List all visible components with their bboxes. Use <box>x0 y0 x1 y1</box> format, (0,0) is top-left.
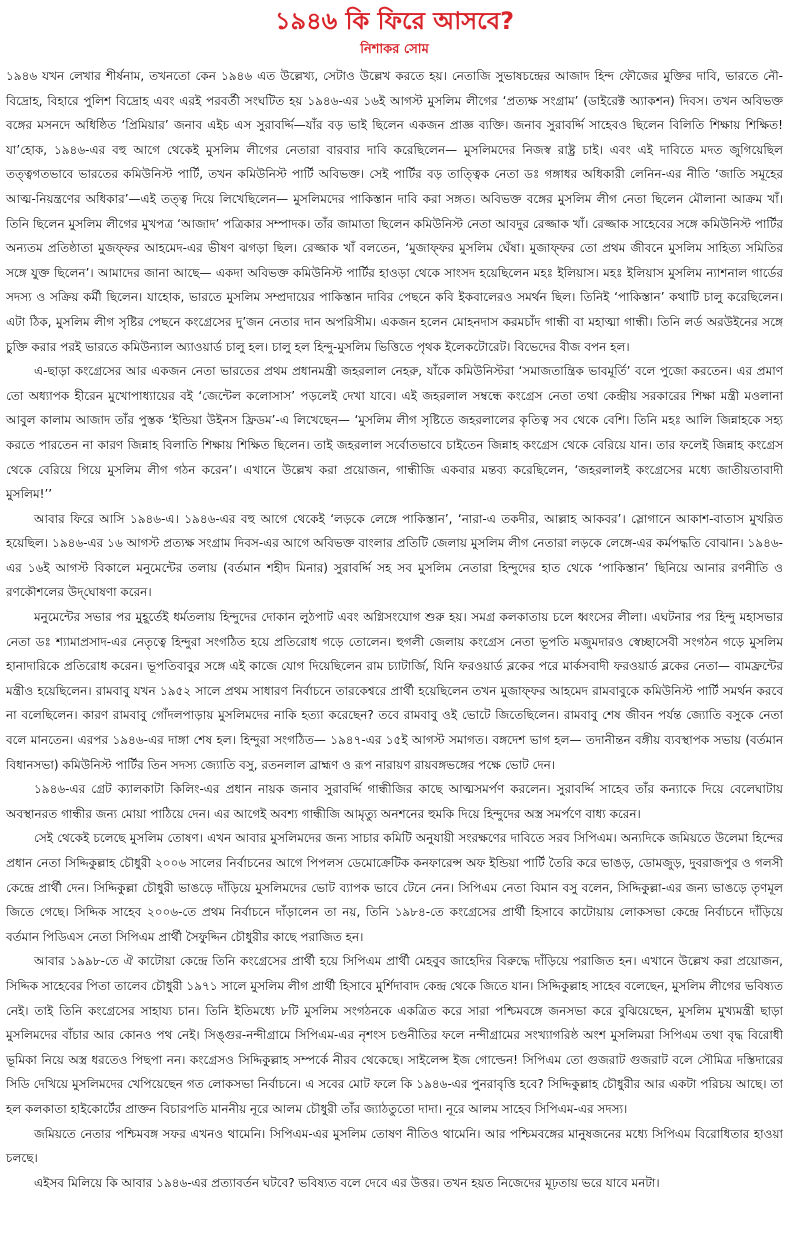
paragraph: মনুমেন্টের সভার পর মুহূর্তেই ধর্মতলায় হিন্দুদের দোকান লুঠপাট এবং অগ্নিসংযোগ শুরু হয়। সমগ্র কলকাতায় চলে ধ্বংসের লীলা। এঘটনার পর হিন্দু মহাসভার নেতা ডঃ শ্যামাপ্রসাদ-এর নেতৃত্বে হিন্দুরা সংগঠিত হয়ে প্রতিরোধ গড়ে তোলেন। হুগলী জেলায় কংগ্রেস নেতা ভূপতি মজুমদারও স্বেচ্ছাসেবী সংগঠন গড়ে মুসলিম হানাদারিকে প্রতিরোধ করেন। ভূপতিবাবুর সঙ্গে এই কাজে যোগ দিয়েছিলেন রাম চ্যাটার্জি, যিনি ফরওয়ার্ড ব্লকের পরে মার্কসবাদী ফরওয়ার্ড ব্লকের নেতা— বামফ্রন্টের মন্ত্রীও হয়েছিলেন। রামবাবু যখন ১৯৫২ সালে প্রথম সাধারণ নির্বাচনে তারকেশ্বরে প্রার্থী হয়েছিলেন তখন মুজাফ্‌ফর আহমেদ রামবাবুকে কমিউনিস্ট পার্টি সমর্থন করবে না বলেছিলেন। কারণ রামবাবু গোঁদলপাড়ায় মুসলিমদের নাকি হত্যা করেছেন? তবে রামবাবু ওই ভোটে জিতেছিলেন। রামবাবু শেষ জীবন পর্যন্ত জ্যোতি বসুকে নেতা বলে মানতেন। এরপর ১৯৪৬-এর দাঙ্গা শেষ হল। হিন্দুরা সংগঠিত— ১৯৪৭-এর ১৫ই আগস্ট সমাগত। বঙ্গদেশ ভাগ হল— তদানীন্তন বঙ্গীয় ব্যবস্থাপক সভায় (বর্তমান বিধানসভা) কমিউনিস্ট পার্টির তিন সদস্য জ্যোতি বসু, রতনলাল ব্রাহ্মণ ও রূপ নারায়ণ রায়বঙ্গভঙ্গের পক্ষে ভোট দেন। <box>6 610 783 772</box>
author-byline: নিশাকর সোম <box>360 42 429 57</box>
paragraph: এইসব মিলিয়ে কি আবার ১৯৪৬-এর প্রত্যাবর্তন ঘটবে? ভবিষ্যত বলে দেবে এর উত্তর। তখন হয়ত নিজেদের মূঢ়তায় ভরে যাবে মনটা। <box>34 1175 660 1190</box>
paragraph: এ-ছাড়া কংগ্রেসের আর একজন নেতা ভারতের প্রথম প্রধানমন্ত্রী জহরলাল নেহরু, যাঁকে কমিউনিস্টরা ‘সমাজতান্ত্রিক ভাবমূর্তি’ বলে পুজো করতেন। এর প্রমাণ তো অধ্যাপক হীরেন মুখোপাধ্যায়ের বই ‘জেন্টেল কলোসাস’ পড়লেই দেখা যাবে। এই জহরলাল সম্বন্ধে কংগ্রেস নেতা তথা কেন্দ্রীয় সরকারের শিক্ষা মন্ত্রী মওলানা আবুল কালাম আজাদ তাঁর পুস্তক ‘ইন্ডিয়া উইনস ফ্রিডম’-এ লিখেছেন— ‘মুসলিম লীগ সৃষ্টিতে জহরলালের কৃতিত্ব সব থেকে বেশি। তিনি মহঃ আলি জিন্নাহকে সহ্য করতে পারতেন না কারণ জিন্নাহ বিলাতি শিক্ষায় শিক্ষিত ছিলেন। তাই জহরলাল সর্বোতভাবে চাইতেন জিন্নাহ কংগ্রেস থেকে বেরিয়ে যান। তার ফলেই জিন্নাহ কংগ্রেস থেকে বেরিয়ে গিয়ে মুসলিম লীগ গঠন করেন’। এখানে উল্লেখ করা প্রয়োজন, গান্ধীজি একবার মন্তব্য করেছিলেন, ‘জহরলালই কংগ্রেসের মধ্যে জাতীয়তাবাদী মুসলিম!’’ <box>6 364 783 502</box>
article-body <box>6 64 783 1195</box>
article-title: ১৯৪৬ কি ফিরে আসবে? <box>274 7 515 35</box>
paragraph: ১৯৪৬-এর গ্রেট ক্যালকাটা কিলিং-এর প্রধান নায়ক জনাব সুরাবর্দ্দি গান্ধীজির কাছে আত্মসমর্পণ করলেন। সুরাবর্দ্দি সাহেব তাঁর কন্যাকে দিয়ে বেলেঘাটায় অবস্থানরত গান্ধীর জন্য মোয়া পাঠিয়ে দেন। এর আগেই অবশ্য গান্ধীজি আমৃত্যু অনশনের হুমকি দিয়ে হিন্দুদের অস্ত্র সমর্পণে বাধ্য করেন। <box>6 782 783 821</box>
paragraph: ১৯৪৬ যখন লেখার শীর্ষনাম, তখনতো কেন ১৯৪৬ এত উল্লেখ্য, সেটাও উল্লেখ করতে হয়। নেতাজি সুভাষচন্দ্রের আজাদ হিন্দ ফৌজের মুক্তির দাবি, ভারতে নৌ-বিদ্রোহ, বিহারে পুলিশ বিদ্রোহ এবং এরই পরবর্তী সংঘটিত হয় ১৯৪৬-এর ১৬ই আগস্ট মুসলিম লীগের ‘প্রত্যক্ষ সংগ্রাম’ (ডাইরেক্ট অ্যাকশন) দিবস। তখন অবিভক্ত বঙ্গের মসনদে অধিষ্ঠিত ‘প্রিমিয়ার’ জনাব এইচ এস সুরাবর্দ্দি—যাঁর বড় ভাই ছিলেন একজন প্রাজ্ঞ ব্যক্তি। জনাব সুরাবর্দ্দি সাহেবও ছিলেন বিলিতি শিক্ষায় শিক্ষিত! যা’হোক, ১৯৪৬-এর বহু আগে থেকেই মুসলিম লীগের নেতারা বারবার দাবি করেছিলেন— মুসলিমদের নিজস্ব রাষ্ট্র চাই। এবং এই দাবিতে মদত জুগিয়েছিল তত্ত্বগতভাবে ভারতের কমিউনিস্ট পার্টি, তখন কমিউনিস্ট পার্টি অবিভক্ত। সেই পার্টির বড় তাত্ত্বিক নেতা ডঃ গঙ্গাধর অধিকারী লেনিন-এর নীতি ‘জাতি সমূহের আত্ম-নিয়ন্ত্রণের অধিকার’—এই তত্ত্ব দিয়ে লিখেছিলেন— মুসলিমদের পাকিস্তান দাবি করা সঙ্গত। অবিভক্ত বঙ্গের মুসলিম লীগ নেতা ছিলেন মৌলানা আক্রম খাঁ। তিনি ছিলেন মুসলিম লীগের মুখপত্র ‘আজাদ’ পত্রিকার সম্পাদক। তাঁর জামাতা ছিলেন কমিউনিস্ট নেতা আবদুর রেজ্জাক খাঁ। রেজ্জাক সাহেবের সঙ্গে কমিউনিস্ট পার্টির অন্যতম প্রতিষ্ঠাতা মুজফ্‌ফর আহমেদ-এর ভীষণ ঝগড়া ছিল। রেজ্জাক খাঁ বলতেন, ‘মুজাফ্‌ফর মুসলিম ঘেঁষা। মুজাফ্‌ফর তো প্রথম জীবনে মুসলিম সাহিত্য সমিতির সঙ্গে যুক্ত ছিলেন’। আমাদের জানা আছে— একদা অবিভক্ত কমিউনিস্ট পার্টির হাওড়া থেকে সাংসদ হয়েছিলেন মহঃ ইলিয়াস। মহঃ ইলিয়াস মুসলিম ন্যাশনাল গার্ডের সদস্য ও সক্রিয় কর্মী ছিলেন। যাহোক, ভারতে মুসলিম সম্প্রদায়ের পাকিস্তান দাবির পেছনে কবি ইকবালেরও সমর্থন ছিল। তিনিই ‘পাকিস্তান’ কথাটি চালু করেছিলেন। এটা ঠিক, মুসলিম লীগ সৃষ্টির পেছনে কংগ্রেসের দু’জন নেতার দান অপরিসীম। একজন হলেন মোহনদাস করমচাঁদ গান্ধী বা মহাত্মা গান্ধী। তিনি লর্ড অরউইনের সঙ্গে চুক্তি করার পরই ভারতে কমিউন্যাল অ্যাওয়ার্ড চালু হল। চালু হল হিন্দু-মুসলিম ভিত্তিতে পৃথক ইলেকটোরেট। বিভেদের বীজ বপন হল। <box>6 69 783 354</box>
paragraph: আবার ১৯৯৮-তে ঐ কাটোয়া কেন্দ্রে তিনি কংগ্রেসের প্রার্থী হয়ে সিপিএম প্রার্থী মেহবুব জাহেদির বিরুদ্ধে দাঁড়িয়ে পরাজিত হন। এখানে উল্লেখ করা প্রয়োজন, সিদ্দিক সাহেবের পিতা তালেব চৌধুরী ১৯৭১ সালে মুসলিম লীগ প্রার্থী হিসাবে মুর্শিদাবাদ কেন্দ্র থেকে জিতে যান। সিদ্দিকুল্লাহ সাহেব বলেছেন, মুসলিম লীগের ভবিষ্যত নেই। তাই তিনি কংগ্রেসের সাহায্য চান। তিনি ইতিমধ্যে ৮টি মুসলিম সংগঠনকে একত্রিত করে সারা পশ্চিমবঙ্গে জনসভা করে বুঝিয়েছেন, মুসলিম মুখ্যমন্ত্রী ছাড়া মুসলিমদের বাঁচার আর কোনও পথ নেই। সিঙ্গুর-নন্দীগ্রামে সিপিএম-এর নৃশংস চণ্ডনীতির ফলে নন্দীগ্রামের সংখ্যাগরিষ্ঠ অংশ মুসলিমরা সিপিএম তথা বৃদ্ধ বিরোধী ভূমিকা নিয়ে অস্ত্র ধরতেও পিছপা নন। কংগ্রেসও সিদ্দিকুল্লাহ সম্পর্কে নীরব থেকেছে। সাইলেন্স ইজ গোল্ডেন! সিপিএম তো গুজরাট গুজরাট বলে সৌমিত্র দস্তিদারের সিডি দেখিয়ে মুসলিমদের খেপিয়েছেন গত লোকসভা নির্বাচনে। এ সবের মোট ফলে কি ১৯৪৬-এর পুনরাবৃত্তি হবে? সিদ্দিকুল্লাহ চৌধুরীর আর একটা পরিচয় আছে। তা হল কলকাতা হাইকোর্টের প্রাক্তন বিচারপতি মাননীয় নূরে আলম চৌধুরী তাঁর জ্যাঠতুতো দাদা। নূরে আলম সাহেব সিপিএম-এর সদস্য। <box>6 954 783 1116</box>
paragraph: জমিয়তে নেতার পশ্চিমবঙ্গ সফর এখনও থামেনি। সিপিএম-এর মুসলিম তোষণ নীতিও থামেনি। আর পশ্চিমবঙ্গের মানুষজনের মধ্যে সিপিএম বিরোধিতার হাওয়া চলছে। <box>6 1126 783 1166</box>
paragraph: আবার ফিরে আসি ১৯৪৬-এ। ১৯৪৬-এর বহু আগে থেকেই ‘লড়কে লেঙ্গে পাকিস্তান’, ‘নারা-এ তকদীর, আল্লাহ আকবর’। স্লোগানে আকাশ-বাতাস মুখরিত হয়েছিল। ১৯৪৬-এর ১৬ আগস্ট প্রত্যক্ষ সংগ্রাম দিবস-এর আগে অবিভক্ত বাংলার প্রতিটি জেলায় মুসলিম লীগ নেতারা লড়কে লেঙ্গে-এর কর্মপদ্ধতি বোঝান। ১৯৪৬-এর ১৬ই আগস্ট বিকালে মনুমেন্টের তলায় (বর্তমান শহীদ মিনার) সুরাবর্দ্দি সহ সব মুসলিম নেতারা হিন্দুদের হাত থেকে ‘পাকিস্তান’ ছিনিয়ে আনার রণনীতি ও রণকৌশলের উদ্‌ঘোষণা করেন। <box>6 511 783 600</box>
paragraph: সেই থেকেই চলেছে মুসলিম তোষণ। এখন আবার মুসলিমদের জন্য সাচার কমিটি অনুযায়ী সংরক্ষণের দাবিতে সরব সিপিএম। অন্যদিকে জমিয়তে উলেমা হিন্দের প্রধান নেতা সিদ্দিকুল্লাহ চৌধুরী ২০০৬ সালের নির্বাচনের আগে পিপলস ডেমোক্রেটিক কনফারেন্স অফ ইন্ডিয়া পার্টি তৈরি করে ভাঙড়, ডোমজুড়, দুবরাজপুর ও গলসী কেন্দ্রে প্রার্থী দেন। সিদ্দিকুল্লা চৌধুরী ভাঙড়ে দাঁড়িয়ে মুসলিমদের ভোট ব্যাপক ভাবে টেনে নেন। সিপিএম নেতা বিমান বসু বলেন, সিদ্দিকুল্লা-এর জন্য ভাঙড়ে তৃণমূল জিতে গেছে। সিদ্দিক সাহেব ২০০৬-তে প্রথম নির্বাচনে দাঁড়ালেন তা নয়, তিনি ১৯৮৪-তে কংগ্রেসের প্রার্থী হিসাবে কাটোয়ায় লোকসভা কেন্দ্রে নির্বাচনে দাঁড়িয়ে বর্তমান পিডিএস নেতা সিপিএম প্রার্থী সৈফুদ্দিন চৌধুরীর কাছে পরাজিত হন। <box>6 831 783 944</box>
